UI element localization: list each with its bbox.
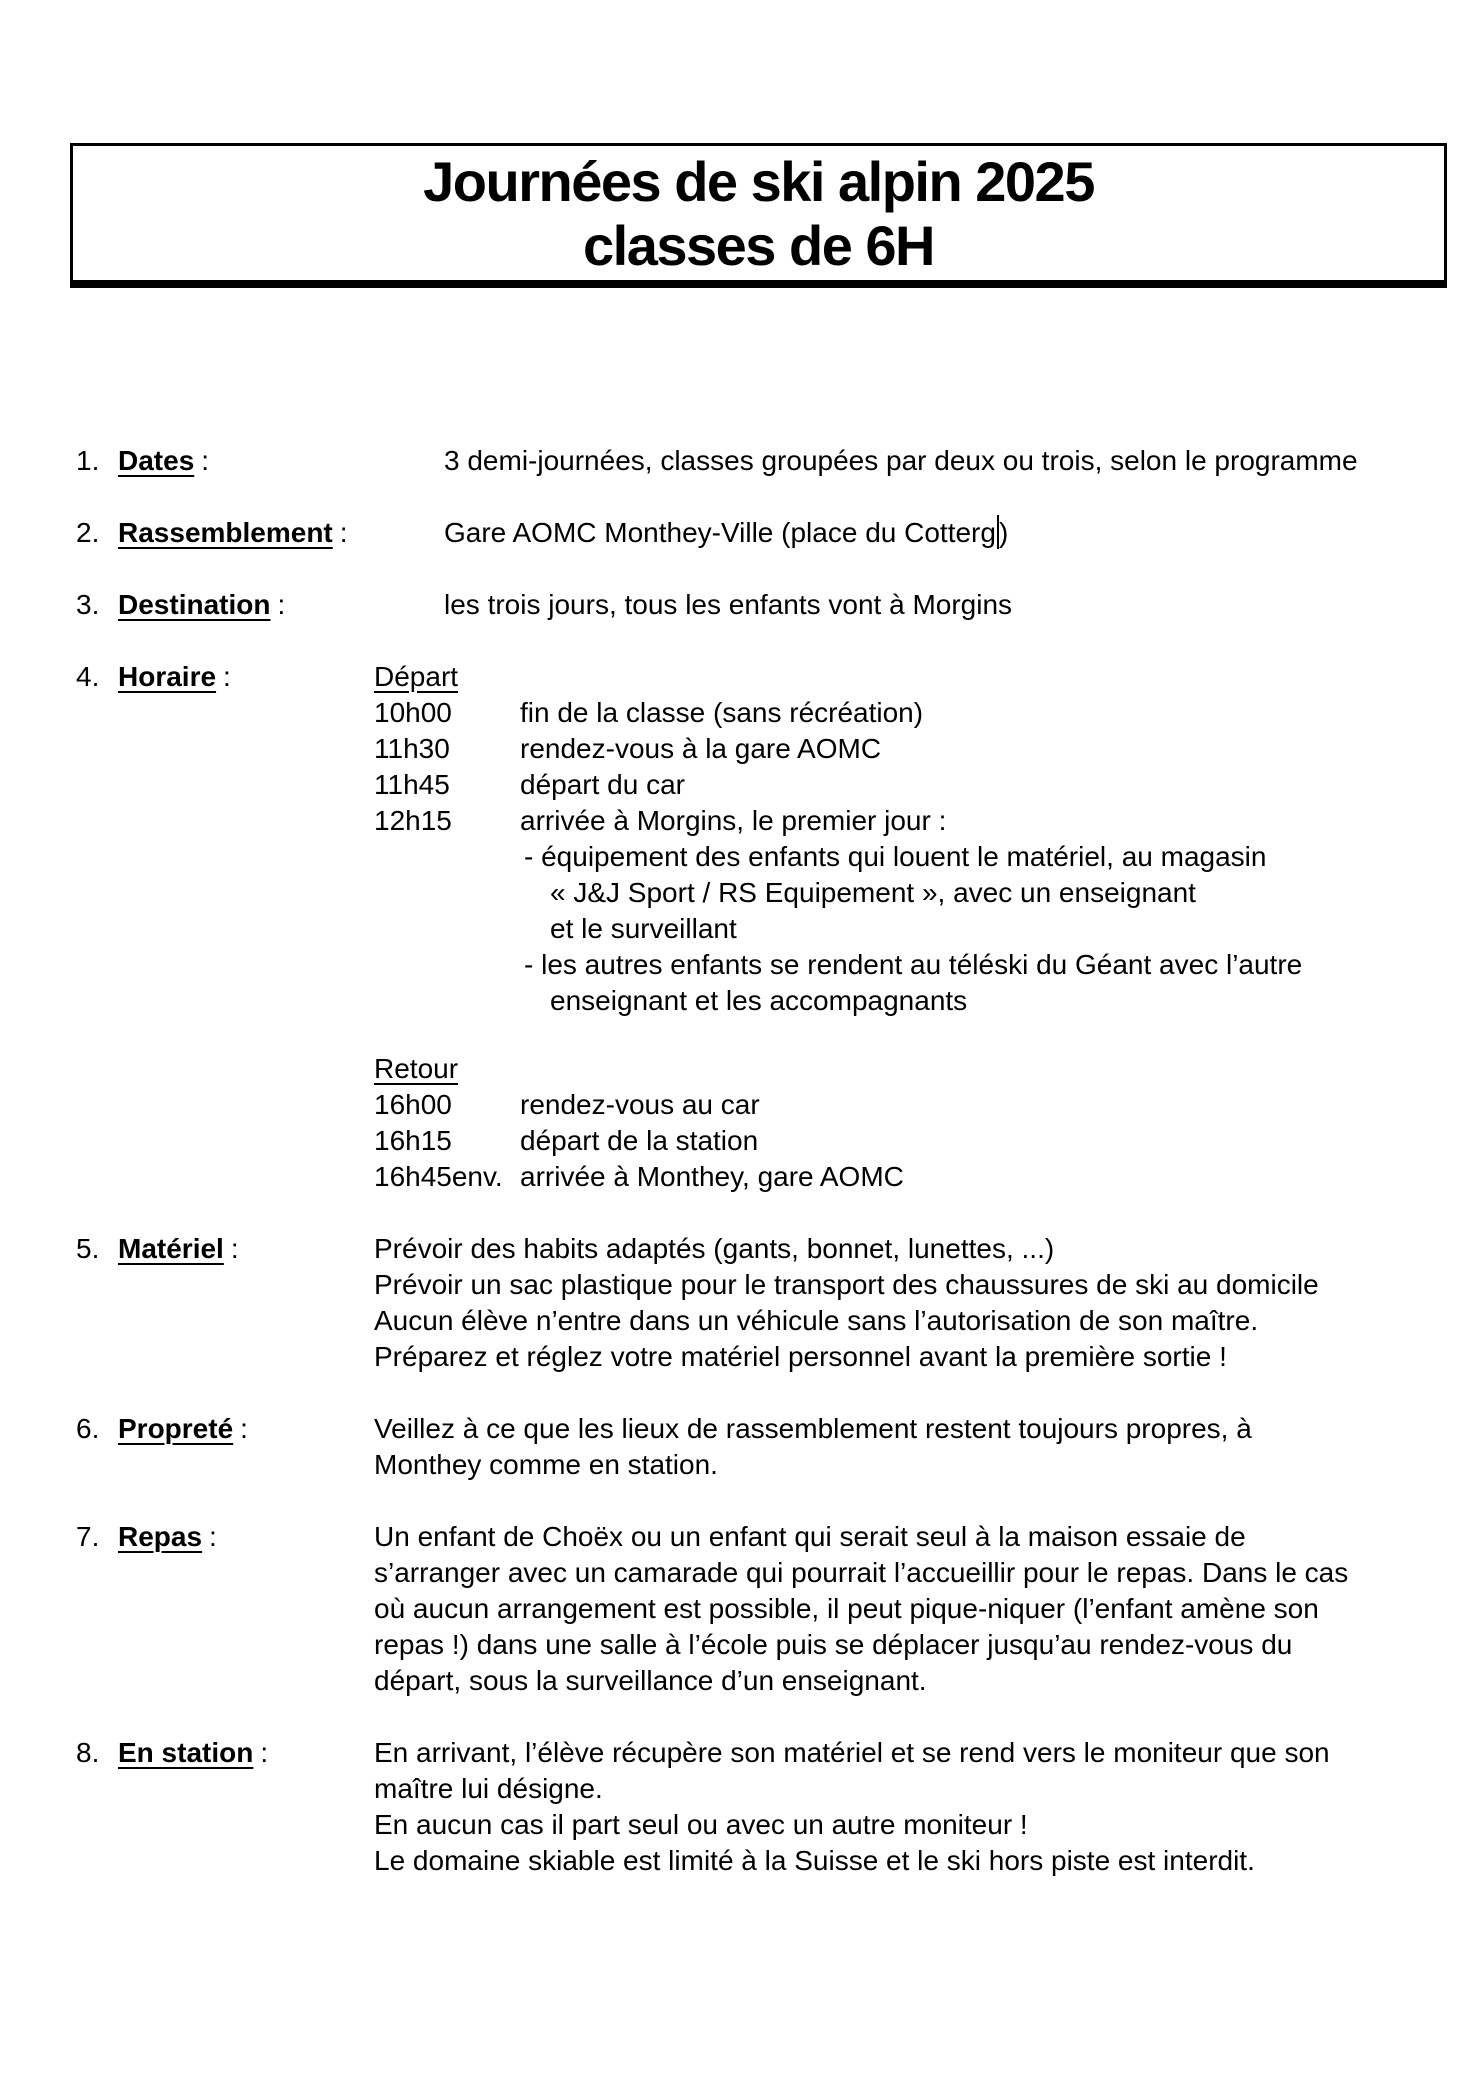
bullet-line: - équipement des enfants qui louent le matériel, au magasin bbox=[524, 841, 1267, 872]
body-line: où aucun arrangement est possible, il peut pique-niquer (l’enfant amène son bbox=[374, 1593, 1319, 1624]
item-head bbox=[76, 1411, 374, 1447]
retour-block bbox=[374, 1051, 1440, 1195]
body-line: les trois jours, tous les enfants vont à Morgins bbox=[444, 589, 1013, 620]
item-rassemblement bbox=[76, 515, 1440, 551]
schedule-row bbox=[374, 731, 1440, 767]
body-line: Préparez et réglez votre matériel personnel avant la première sortie ! bbox=[374, 1341, 1227, 1372]
item-label: Dates bbox=[118, 445, 195, 476]
item-head bbox=[76, 1519, 374, 1555]
item-label: Rassemblement bbox=[118, 517, 333, 548]
item-body bbox=[444, 515, 1440, 551]
item-head bbox=[76, 1231, 374, 1267]
schedule-text: départ du car bbox=[520, 769, 685, 800]
schedule-time: 16h00 bbox=[374, 1089, 452, 1120]
body-text-before-caret: Gare AOMC Monthey-Ville (place du Cotterg bbox=[444, 517, 996, 548]
body-line: Prévoir un sac plastique pour le transport des chaussures de ski au domicile bbox=[374, 1269, 1319, 1300]
schedule-row bbox=[374, 1123, 1440, 1159]
item-number: 5. bbox=[76, 1233, 100, 1264]
body-line: départ, sous la surveillance d’un enseignant. bbox=[374, 1665, 927, 1696]
retour-heading: Retour bbox=[374, 1053, 459, 1084]
item-colon: : bbox=[240, 1413, 248, 1444]
schedule-row bbox=[374, 1159, 1440, 1195]
body-line: maître lui désigne. bbox=[374, 1773, 603, 1804]
item-head bbox=[76, 659, 374, 695]
item-head bbox=[76, 443, 444, 479]
item-body bbox=[374, 659, 1440, 1195]
item-materiel bbox=[76, 1231, 1440, 1375]
schedule-time: 11h45 bbox=[374, 769, 450, 800]
body-line: Le domaine skiable est limité à la Suisse et le ski hors piste est interdit. bbox=[374, 1845, 1255, 1876]
body-line: Prévoir des habits adaptés (gants, bonnet, lunettes, ...) bbox=[374, 1233, 1055, 1264]
item-colon: : bbox=[260, 1737, 269, 1768]
schedule-time: 10h00 bbox=[374, 697, 452, 728]
body-line: Monthey comme en station. bbox=[374, 1449, 718, 1480]
item-colon: : bbox=[277, 589, 286, 620]
schedule-text: arrivée à Morgins, le premier jour : bbox=[520, 805, 947, 836]
item-body bbox=[374, 1231, 1440, 1375]
item-dates bbox=[76, 443, 1440, 479]
item-body bbox=[374, 1519, 1440, 1699]
body-text-after-caret: ) bbox=[998, 517, 1009, 548]
item-colon: : bbox=[230, 1233, 239, 1264]
item-label: Matériel bbox=[118, 1233, 224, 1264]
item-label: Repas bbox=[118, 1521, 203, 1552]
depart-heading: Départ bbox=[374, 661, 459, 692]
item-repas bbox=[76, 1519, 1440, 1699]
body-line: repas !) dans une salle à l’école puis se déplacer jusqu’au rendez-vous du bbox=[374, 1629, 1293, 1660]
schedule-row bbox=[374, 1087, 1440, 1123]
item-head bbox=[76, 587, 444, 623]
item-label: Horaire bbox=[118, 661, 217, 692]
item-label: En station bbox=[118, 1737, 254, 1768]
item-body bbox=[374, 1735, 1440, 1879]
title-box bbox=[70, 143, 1447, 288]
item-number: 4. bbox=[76, 661, 100, 692]
item-number: 7. bbox=[76, 1521, 100, 1552]
schedule-text: rendez-vous au car bbox=[520, 1089, 760, 1120]
item-number: 3. bbox=[76, 589, 100, 620]
item-body bbox=[444, 443, 1440, 479]
bullet-line: et le surveillant bbox=[550, 913, 737, 944]
schedule-text: arrivée à Monthey, gare AOMC bbox=[520, 1161, 904, 1192]
schedule-row bbox=[374, 695, 1440, 731]
item-body bbox=[374, 1411, 1440, 1483]
title-line-1: Journées de ski alpin 2025 bbox=[423, 150, 1094, 213]
schedule-text: fin de la classe (sans récréation) bbox=[520, 697, 924, 728]
bullet-line: - les autres enfants se rendent au téléski du Géant avec l’autre bbox=[524, 949, 1303, 980]
item-destination bbox=[76, 587, 1440, 623]
item-head bbox=[76, 515, 444, 551]
item-number: 1. bbox=[76, 445, 100, 476]
schedule-text: rendez-vous à la gare AOMC bbox=[520, 733, 882, 764]
bullet-line: « J&J Sport / RS Equipement », avec un enseignant bbox=[550, 877, 1196, 908]
body-line: s’arranger avec un camarade qui pourrait l’accueillir pour le repas. Dans le cas bbox=[374, 1557, 1349, 1588]
item-colon: : bbox=[339, 517, 348, 548]
schedule-text: départ de la station bbox=[520, 1125, 759, 1156]
item-number: 6. bbox=[76, 1413, 100, 1444]
item-head bbox=[76, 1735, 374, 1771]
body-line: 3 demi-journées, classes groupées par deux ou trois, selon le programme bbox=[444, 445, 1358, 476]
item-colon: : bbox=[223, 661, 231, 692]
schedule-time: 16h15 bbox=[374, 1125, 452, 1156]
item-body bbox=[444, 587, 1440, 623]
item-colon: : bbox=[209, 1521, 217, 1552]
body-line: Veillez à ce que les lieux de rassemblement restent toujours propres, à bbox=[374, 1413, 1252, 1444]
item-number: 2. bbox=[76, 517, 100, 548]
body-line: Aucun élève n’entre dans un véhicule sans l’autorisation de son maître. bbox=[374, 1305, 1259, 1336]
body-line: Un enfant de Choëx ou un enfant qui serait seul à la maison essaie de bbox=[374, 1521, 1246, 1552]
schedule-time: 16h45env. bbox=[374, 1161, 503, 1192]
bullet-line: enseignant et les accompagnants bbox=[550, 985, 968, 1016]
document-content bbox=[76, 443, 1440, 1879]
schedule-row bbox=[374, 767, 1440, 803]
item-colon: : bbox=[201, 445, 210, 476]
schedule-time: 12h15 bbox=[374, 805, 452, 836]
schedule-row bbox=[374, 803, 1440, 839]
item-label: Propreté bbox=[118, 1413, 234, 1444]
item-horaire bbox=[76, 659, 1440, 1195]
body-line: En aucun cas il part seul ou avec un autre moniteur ! bbox=[374, 1809, 1028, 1840]
item-en-station bbox=[76, 1735, 1440, 1879]
item-label: Destination bbox=[118, 589, 271, 620]
body-line: En arrivant, l’élève récupère son matériel et se rend vers le moniteur que son bbox=[374, 1737, 1330, 1768]
schedule-time: 11h30 bbox=[374, 733, 450, 764]
body-line bbox=[444, 515, 1440, 551]
title-line-2: classes de 6H bbox=[583, 214, 934, 277]
item-proprete bbox=[76, 1411, 1440, 1483]
item-number: 8. bbox=[76, 1737, 100, 1768]
